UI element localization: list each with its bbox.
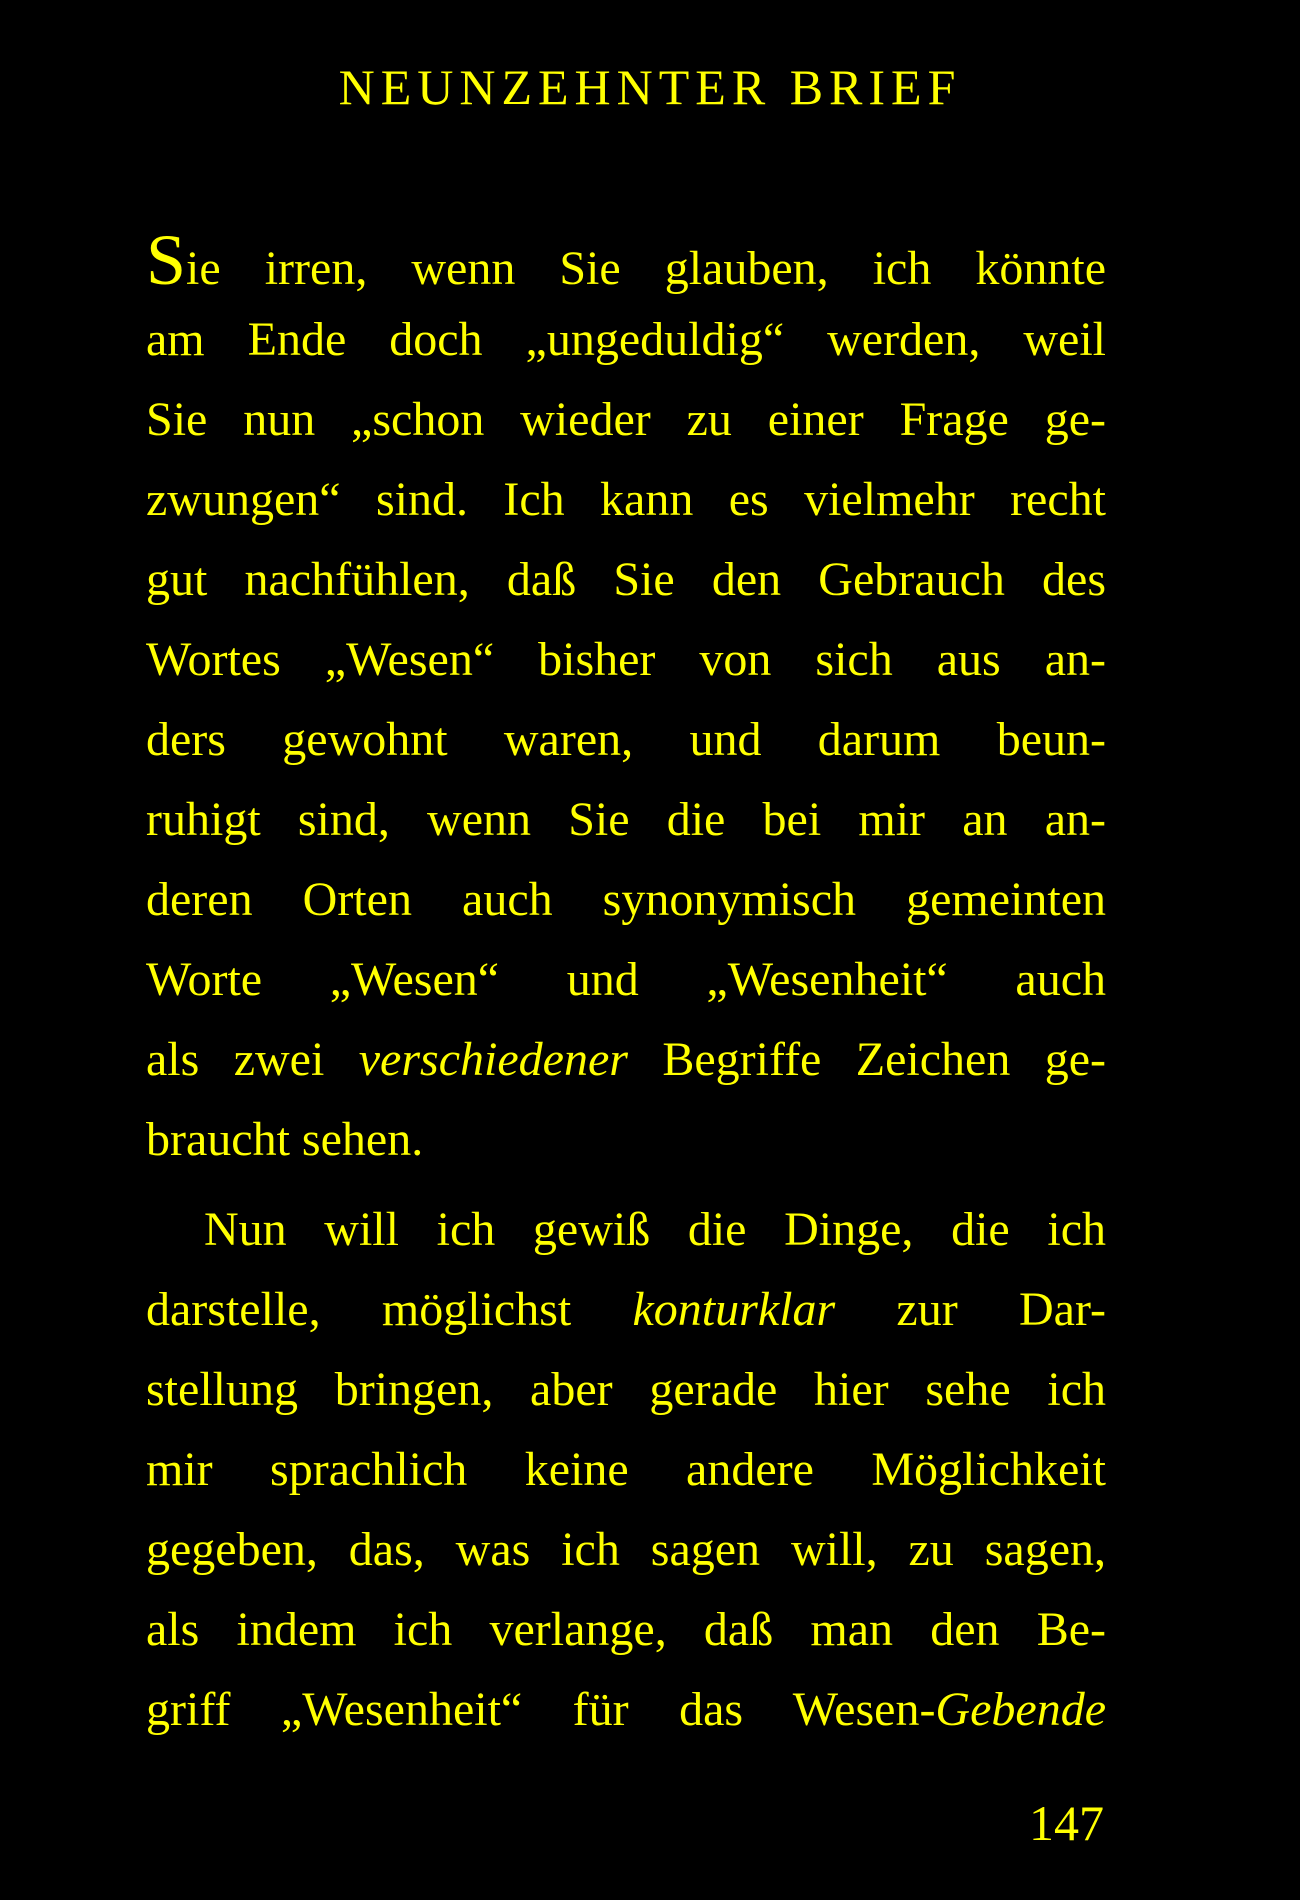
text-line: zwungen“ sind. Ich kann es vielmehr recht [146, 473, 1106, 526]
text-line: gut nachfühlen, daß Sie den Gebrauch des [146, 553, 1106, 606]
text-line [146, 220, 1106, 300]
text-line: Worte „Wesen“ und „Wesenheit“ auch [146, 953, 1106, 1006]
text-line: als indem ich verlange, daß man den Be- [146, 1603, 1106, 1656]
line-text: darstelle, möglichst [146, 1283, 633, 1336]
chapter-title: NEUNZEHNTER BRIEF [338, 59, 962, 115]
page-number: 147 [1029, 1795, 1104, 1851]
text-line: Nun will ich gewiß die Dinge, die ich [204, 1203, 1106, 1256]
emphasized-word: konturklar [632, 1283, 836, 1336]
emphasized-word: Gebende [935, 1683, 1106, 1736]
text-line: Wortes „Wesen“ bisher von sich aus an- [146, 633, 1106, 686]
text-line [146, 1680, 1106, 1740]
line-text: zur Dar- [835, 1283, 1106, 1336]
text-line: ruhigt sind, wenn Sie die bei mir an an- [146, 793, 1106, 846]
line-text: Begriffe Zeichen ge- [627, 1033, 1106, 1086]
text-line: am Ende doch „ungeduldig“ werden, weil [146, 313, 1106, 366]
drop-cap: S [146, 220, 187, 300]
text-line: braucht sehen. [146, 1113, 424, 1166]
text-line [146, 1280, 1106, 1340]
text-line [146, 1030, 1106, 1090]
emphasized-word: verschiedener [358, 1033, 628, 1086]
text-line: mir sprachlich keine andere Möglichkeit [146, 1443, 1106, 1496]
text-line: deren Orten auch synonymisch gemeinten [146, 873, 1106, 926]
line-text: ie irren, wenn Sie glauben, ich könnte [186, 242, 1106, 295]
line-text: als zwei [146, 1033, 359, 1086]
text-line: ders gewohnt waren, und darum beun- [146, 713, 1106, 766]
text-line: stellung bringen, aber gerade hier sehe ich [146, 1363, 1106, 1416]
line-text: griff „Wesenheit“ für das Wesen- [146, 1683, 936, 1736]
text-line: gegeben, das, was ich sagen will, zu sagen, [146, 1523, 1106, 1576]
text-line: Sie nun „schon wieder zu einer Frage ge- [146, 393, 1106, 446]
